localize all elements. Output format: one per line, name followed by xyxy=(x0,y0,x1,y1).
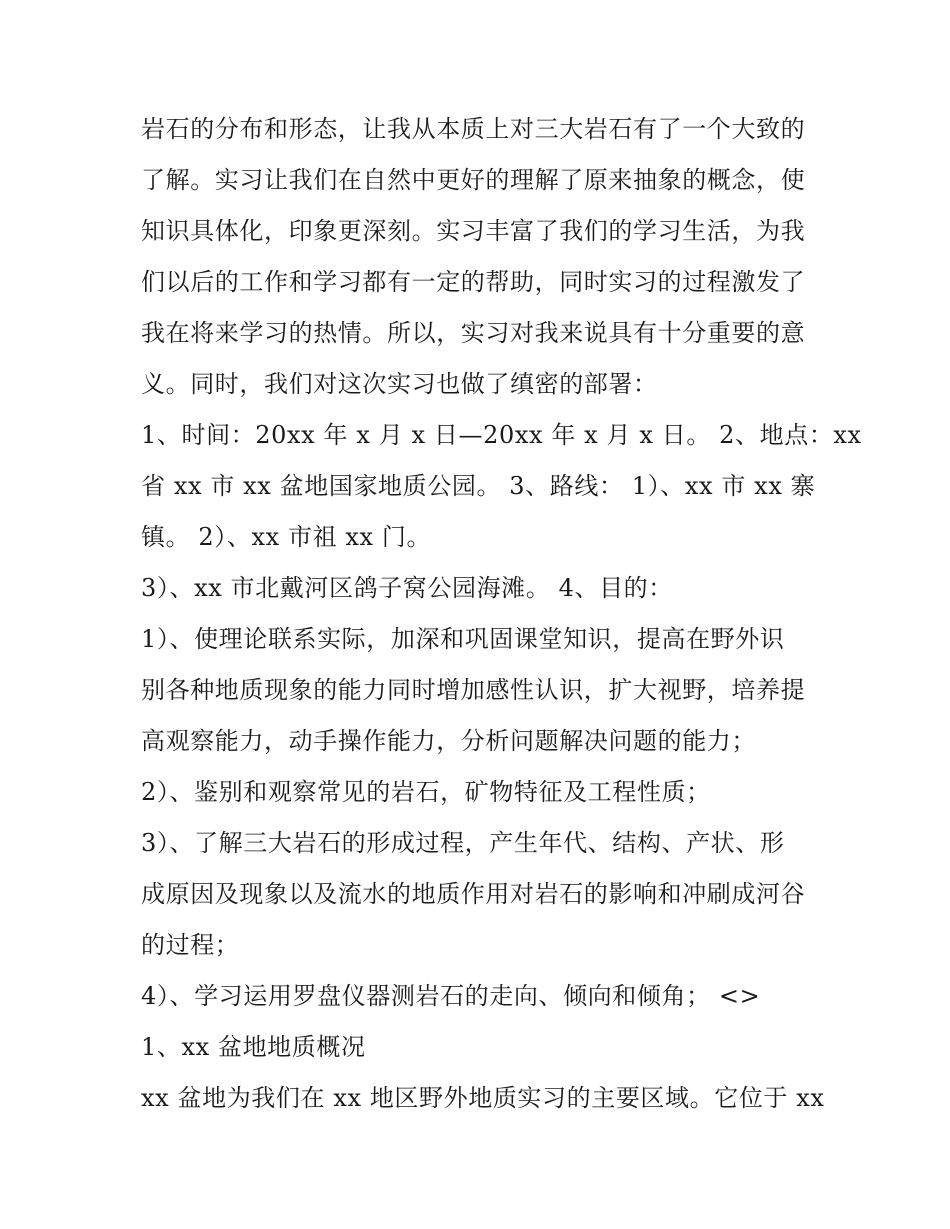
schedule-route-line-2: 镇。 2）、xx 市祖 xx 门。 xyxy=(141,523,432,551)
purpose-item-3-line-3: 的过程； xyxy=(141,931,240,959)
purpose-item-1-line-2: 别各种地质现象的能力同时增加感性认识，扩大视野，培养提 xyxy=(141,676,806,704)
paragraph-line-3: 知识具体化，印象更深刻。实习丰富了我们的学习生活，为我 xyxy=(141,217,806,245)
purpose-item-2: 2）、鉴别和观察常见的岩石，矿物特征及工程性质； xyxy=(141,778,711,806)
schedule-time-place-line: 1、时间：20xx 年 x 月 x 日—20xx 年 x 月 x 日。 2、地点：xx xyxy=(141,421,862,449)
purpose-item-4: 4）、学习运用罗盘仪器测岩石的走向、倾向和倾角； <> xyxy=(141,982,761,1010)
section-heading: 1、xx 盆地地质概况 xyxy=(141,1033,366,1061)
schedule-purpose-line: 3）、xx 市北戴河区鸽子窝公园海滩。 4、目的： xyxy=(141,574,673,602)
paragraph-line-4: 们以后的工作和学习都有一定的帮助，同时实习的过程激发了 xyxy=(141,268,806,296)
section-paragraph-line-1: xx 盆地为我们在 xx 地区野外地质实习的主要区域。它位于 xx xyxy=(141,1084,825,1112)
purpose-item-3-line-1: 3）、了解三大岩石的形成过程，产生年代、结构、产状、形 xyxy=(141,829,785,857)
paragraph-line-5: 我在将来学习的热情。所以，实习对我来说具有十分重要的意 xyxy=(141,319,806,347)
purpose-item-1-line-3: 高观察能力，动手操作能力，分析问题解决问题的能力； xyxy=(141,727,756,755)
paragraph-line-1: 岩石的分布和形态，让我从本质上对三大岩石有了一个大致的 xyxy=(141,115,806,143)
paragraph-line-6: 义。同时，我们对这次实习也做了缜密的部署： xyxy=(141,370,658,398)
purpose-item-3-line-2: 成原因及现象以及流水的地质作用对岩石的影响和冲刷成河谷 xyxy=(141,880,806,908)
schedule-route-line: 省 xx 市 xx 盆地国家地质公园。 3、路线： 1）、xx 市 xx 寨 xyxy=(141,472,816,500)
paragraph-line-2: 了解。实习让我们在自然中更好的理解了原来抽象的概念，使 xyxy=(141,166,806,194)
purpose-item-1-line-1: 1）、使理论联系实际，加深和巩固课堂知识，提高在野外识 xyxy=(141,625,785,653)
document-body xyxy=(141,104,862,1124)
